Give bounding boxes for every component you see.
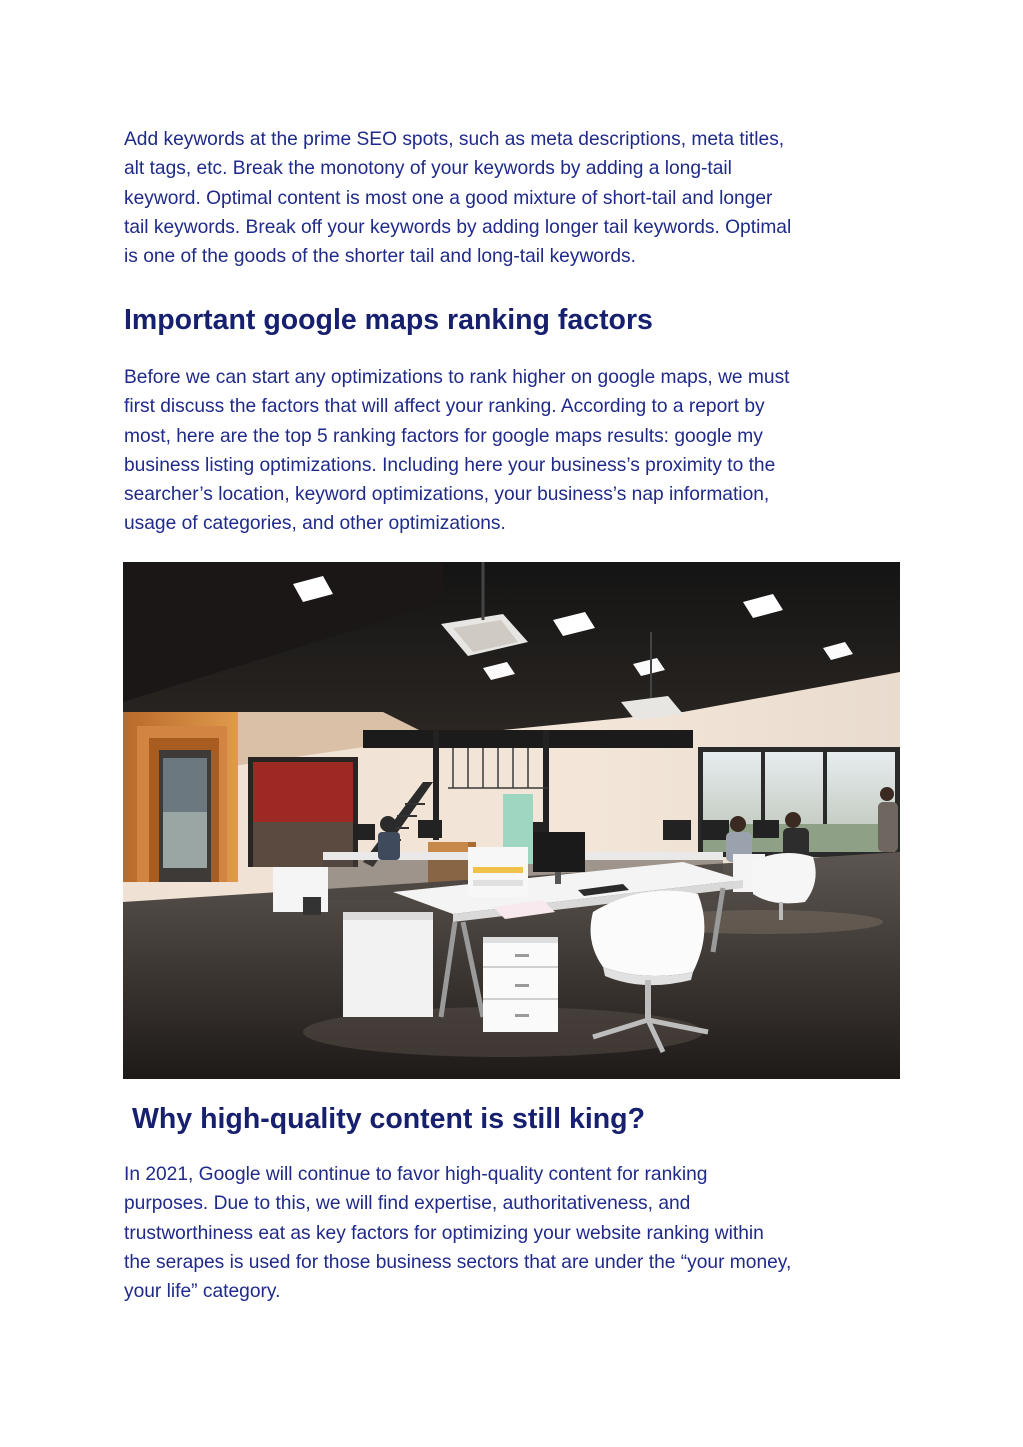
section-heading-ranking-factors: Important google maps ranking factors (124, 304, 653, 336)
text-line: business listing optimizations. Including here your business’s proximity to the (124, 454, 776, 476)
text-line: most, here are the top 5 ranking factors for google maps results: google my (124, 425, 763, 447)
text-line: usage of categories, and other optimizations. (124, 513, 506, 535)
text-line: In 2021, Google will continue to favor high-quality content for ranking (124, 1164, 708, 1185)
text-line: trustworthiness eat as key factors for optimizing your website ranking within (124, 1222, 764, 1244)
text-line: searcher’s location, keyword optimizations, your business’s nap information, (124, 484, 770, 506)
text-line: purposes. Due to this, we will find expertise, authoritativeness, and (124, 1193, 691, 1215)
text-line: is one of the goods of the shorter tail and long-tail keywords. (124, 246, 636, 268)
text-line: Before we can start any optimizations to rank higher on google maps, we must (124, 367, 790, 388)
section-heading-content-king: Why high-quality content is still king? (132, 1103, 645, 1135)
text-line: alt tags, etc. Break the monotony of your keywords by adding a long-tail (124, 158, 732, 180)
ranking-factors-paragraph (124, 363, 914, 539)
office-photo (123, 562, 900, 1079)
text-line: keyword. Optimal content is most one a good mixture of short-tail and longer (124, 187, 773, 209)
text-line: Add keywords at the prime SEO spots, such as meta descriptions, meta titles, (124, 129, 785, 150)
text-line: your life” category. (124, 1281, 281, 1303)
intro-paragraph (124, 125, 914, 271)
content-king-paragraph (124, 1160, 914, 1306)
text-line: tail keywords. Break off your keywords by adding longer tail keywords. Optimal (124, 216, 792, 238)
text-line: first discuss the factors that will affect your ranking. According to a report by (124, 396, 765, 418)
text-line: the serapes is used for those business sectors that are under the “your money, (124, 1251, 792, 1273)
